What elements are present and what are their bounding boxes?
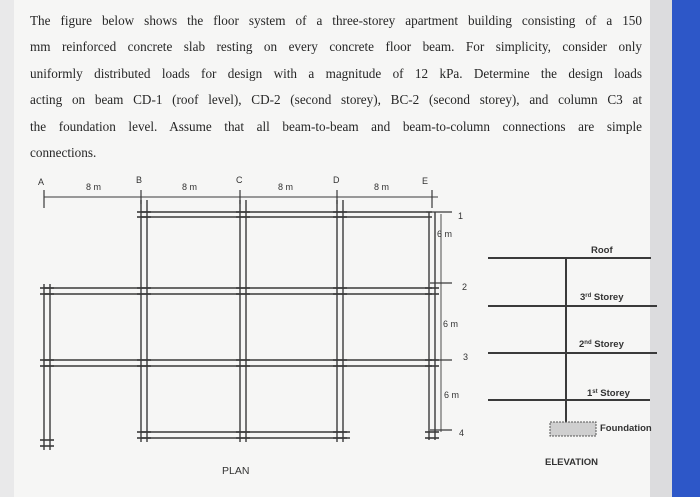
grid-label: E xyxy=(422,176,429,186)
grid-label: A xyxy=(38,177,45,187)
beams xyxy=(44,200,435,450)
grid-label: 2 xyxy=(462,282,468,292)
row-span-label: 6 m xyxy=(443,319,459,329)
elevation-drawing xyxy=(488,258,657,436)
foundation-footing xyxy=(550,422,596,436)
level-label: 3rd Storey xyxy=(580,292,624,303)
level-label: 1st Storey xyxy=(587,388,630,399)
level-label: 2nd Storey xyxy=(579,339,624,350)
plan-caption: PLAN xyxy=(222,465,250,477)
problem-line: mm reinforced concrete slab resting on every concrete floor beam. For simplicity, consider only xyxy=(30,39,642,55)
grid-label: 3 xyxy=(463,352,469,362)
grid-label: 1 xyxy=(458,211,464,221)
problem-line: uniformly distributed loads for design with a magnitude of 12 kPa. Determine the design loads xyxy=(30,65,642,81)
grid-label: B xyxy=(136,175,143,185)
grid-label: D xyxy=(333,175,340,185)
grid-label: 4 xyxy=(459,428,465,438)
floor-plan xyxy=(40,190,452,450)
span-label: 8 m xyxy=(182,182,198,192)
row-span-label: 6 m xyxy=(444,390,460,400)
span-label: 8 m xyxy=(278,182,294,192)
span-label: 8 m xyxy=(374,182,390,192)
problem-line: The figure below shows the floor system of a three-storey apartment building consisting of a 150 xyxy=(30,13,642,28)
row-span-label: 6 m xyxy=(437,229,453,239)
problem-line: the foundation level. Assume that all beam-to-beam and beam-to-column connections are simple xyxy=(30,118,642,134)
level-label: Roof xyxy=(591,245,613,256)
problem-line: connections. xyxy=(30,145,97,161)
problem-line: acting on beam CD-1 (roof level), CD-2 (second storey), BC-2 (second storey), and column C3 at xyxy=(30,92,642,108)
elevation-caption: ELEVATION xyxy=(545,457,598,468)
foundation-label: Foundation xyxy=(600,423,652,434)
span-label: 8 m xyxy=(86,182,102,192)
grid-label: C xyxy=(236,175,243,185)
